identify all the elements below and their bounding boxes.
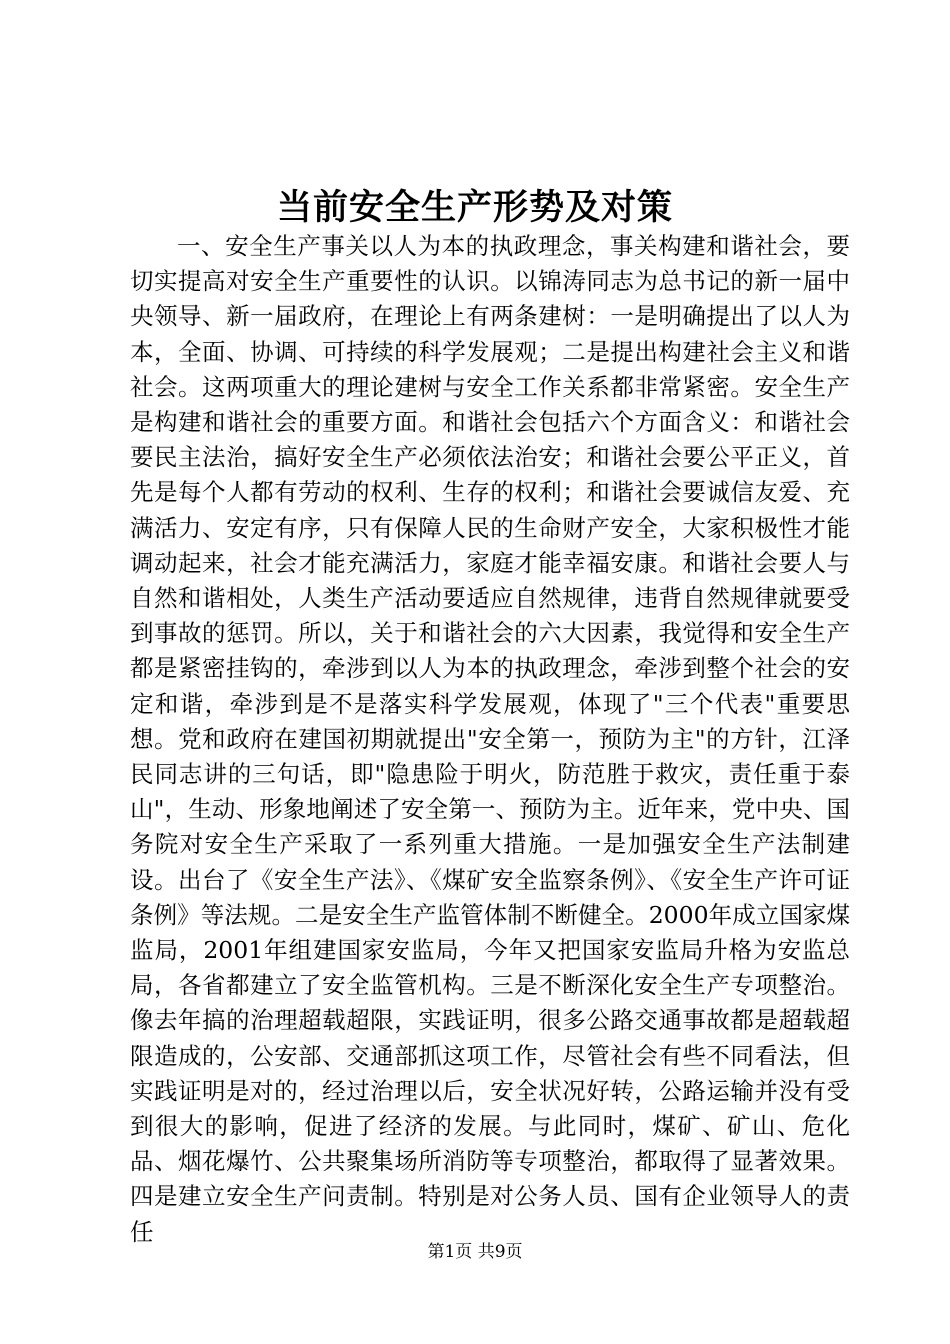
body-paragraph: 一、安全生产事关以人为本的执政理念，事关构建和谐社会，要切实提高对安全生产重要性的认识。以锦涛同志为总书记的新一届中央领导、新一届政府，在理论上有两条建树：一是明确提出了以人为本，全面、协调、可持续的科学发展观；二是提出构建社会主义和谐社会。这两项重大的理论建树与安全工作关系都非常紧密。安全生产是构建和谐社会的重要方面。和谐社会包括六个方面含义：和谐社会要民主法治，搞好安全生产必须依法治安；和谐社会要公平正义，首先是每个人都有劳动的权利、生存的权利；和谐社会要诚信友爱、充满活力、安定有序，只有保障人民的生命财产安全，大家积极性才能调动起来，社会才能充满活力，家庭才能幸福安康。和谐社会要人与自然和谐相处，人类生产活动要适应自然规律，违背自然规律就要受到事故的惩罚。所以，关于和谐社会的六大因素，我觉得和安全生产都是紧密挂钩的，牵涉到以人为本的执政理念，牵涉到整个社会的安定和谐，牵涉到是不是落实科学发展观，体现了"三个代表"重要思想。党和政府在建国初期就提出"安全第一，预防为主"的方针，江泽民同志讲的三句话，即"隐患险于明火，防范胜于救灾，责任重于泰山"，生动、形象地阐述了安全第一、预防为主。近年来，党中央、国务院对安全生产采取了一系列重大措施。一是加强安全生产法制建设。出台了《安全生产法》、《煤矿安全监察条例》、《安全生产许可证条例》等法规。二是安全生产监管体制不断健全。2000年成立国家煤监局，2001年组建国家安监局，今年又把国家安监局升格为安监总局，各省都建立了安全监管机构。三是不断深化安全生产专项整治。像去年搞的治理超载超限，实践证明，很多公路交通事故都是超载超限造成的，公安部、交通部抓这项工作，尽管社会有些不同看法，但实践证明是对的，经过治理以后，安全状况好转，公路运输并没有受到很大的影响，促进了经济的发展。与此同时，煤矿、矿山、危化品、烟花爆竹、公共聚集场所消防等专项整治，都取得了显著效果。四是建立安全生产问责制。特别是对公务人员、国有企业领导人的责任	[130, 232, 850, 1246]
document-title: 当前安全生产形势及对策	[276, 187, 673, 228]
page-number-footer: 第1页 共9页	[427, 1242, 523, 1262]
